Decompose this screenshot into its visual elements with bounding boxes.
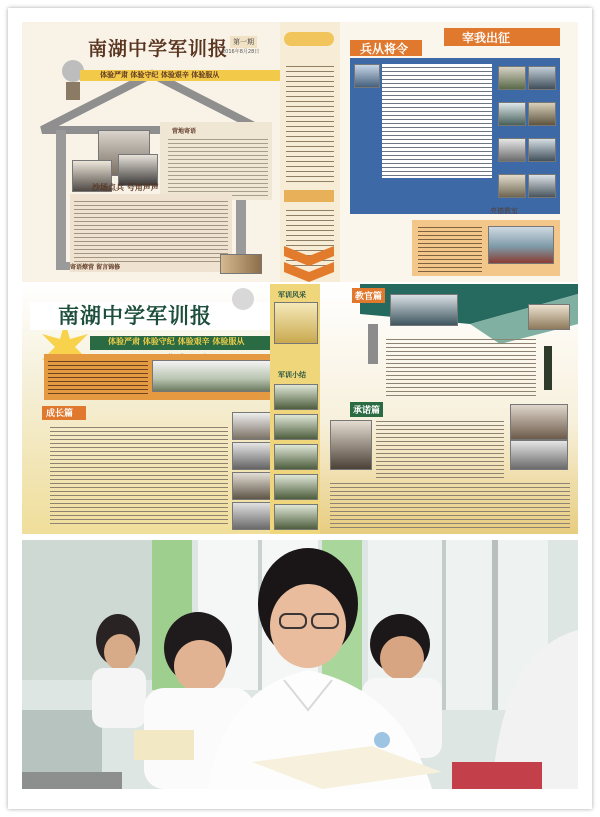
section-speech-label: 营地寄语 <box>172 128 197 135</box>
soldier-figure-icon <box>66 82 80 100</box>
section-soldier-style-label: 军训风采 <box>278 291 306 299</box>
photo-pledge-1 <box>330 420 372 470</box>
photo-training-6 <box>528 138 556 162</box>
section-feedback-label: 沙场点兵 号角声声 <box>92 183 159 192</box>
photo-soldier-1 <box>354 64 380 88</box>
poster2-title: 南湖中学军训报 <box>58 304 212 328</box>
photo-troop-2 <box>274 414 318 440</box>
classroom-text-block <box>418 224 482 272</box>
poster2-subtitle: 体验严肃 体验守纪 体验艰辛 体验服从 <box>108 337 245 346</box>
photo-training-8 <box>528 174 556 198</box>
soldier-standing-icon <box>544 346 552 390</box>
section-pledge-label: 承诺篇 <box>350 402 383 417</box>
poster1-issue: 第一期 <box>230 36 257 48</box>
photo-pledge-2 <box>510 404 568 440</box>
photo-cheer <box>220 254 262 274</box>
section-soldier-label: 兵从将令 <box>360 42 409 56</box>
photo-troop-5 <box>274 504 318 530</box>
closing-text-block <box>330 480 570 528</box>
photo-classroom <box>488 226 554 264</box>
middle-banner <box>284 32 334 46</box>
section-growth-label: 成长篇 <box>46 409 74 419</box>
soldier-silhouette-icon <box>368 324 378 364</box>
section-training-label: 教官篇 <box>352 288 385 303</box>
newspaper-poster-issue-1 <box>22 22 578 282</box>
photo-training-4 <box>528 102 556 126</box>
poster1-date: 2016年8月28日 <box>222 49 260 55</box>
poster1-slogan: 体验严肃 体验守纪 体验艰辛 体验服从 <box>100 71 220 79</box>
photo-troop-4 <box>274 474 318 500</box>
photo-training-3 <box>498 102 526 126</box>
photo-training-5 <box>498 138 526 162</box>
middle-poem-text <box>286 62 334 182</box>
classroom-scene <box>22 540 578 789</box>
speech-text-block <box>168 136 268 198</box>
photo-instructor-group <box>390 294 458 326</box>
photo-pledge-3 <box>510 440 568 470</box>
soldier-badge-icon <box>232 288 254 310</box>
growth-text-block <box>50 424 228 524</box>
section-military-life-label: 军训小结 <box>278 371 306 379</box>
section-cheer-label: 寄语燎营 留言锦修 <box>70 264 121 271</box>
poster1-title: 南湖中学军训报 <box>88 38 229 60</box>
photo-training-1 <box>498 66 526 90</box>
training-text-block <box>386 336 536 396</box>
photo-training-7 <box>498 174 526 198</box>
photo-drill-field <box>152 360 274 392</box>
pledge-text-block <box>376 418 504 478</box>
soldier-text-block <box>382 64 492 178</box>
newspaper-poster-issue-2 <box>22 284 578 534</box>
feedback-text-block <box>74 198 228 262</box>
intro-text-block <box>48 358 148 396</box>
photo-troop-1 <box>274 384 318 410</box>
students-reading-photo <box>22 540 578 789</box>
section-classroom-label: 亮德教室 <box>490 207 518 215</box>
photo-instructor-portrait <box>528 304 570 330</box>
photo-troop-3 <box>274 444 318 470</box>
photo-training-2 <box>528 66 556 90</box>
chevron-arrows-graphic <box>284 242 334 282</box>
photo-soldier-style-1 <box>274 302 318 344</box>
section-expedition-label: 宰我出征 <box>462 31 511 45</box>
